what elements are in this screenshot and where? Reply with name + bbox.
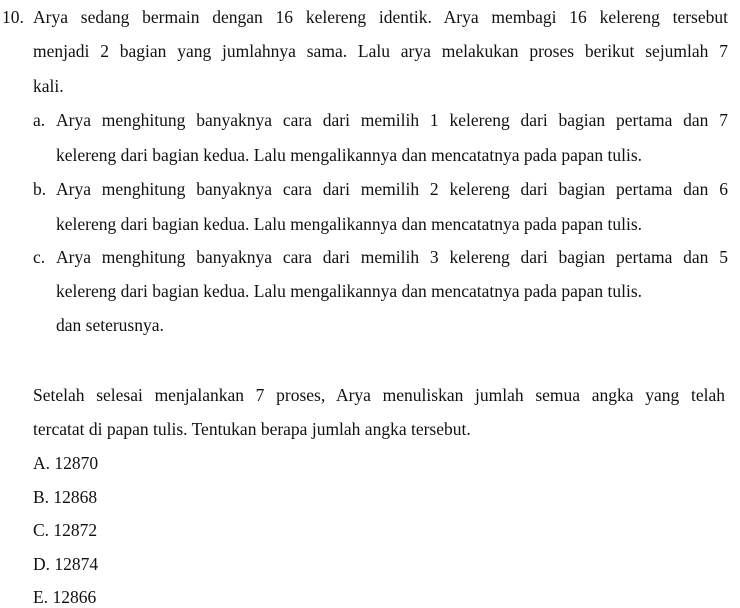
step-c-line-3: dan seterusnya.: [56, 315, 164, 335]
step-c-marker: c.: [33, 247, 46, 267]
step-a-marker: a.: [33, 110, 46, 130]
question-number: 10.: [2, 7, 24, 27]
option-e[interactable]: E. 12866: [33, 587, 97, 607]
step-b-line-1: Arya menghitung banyaknya cara dari memilih 2 kelereng dari bagian pertama dan 6: [56, 179, 728, 199]
step-b-line-2: kelereng dari bagian kedua. Lalu mengalikannya dan mencatatnya pada papan tulis.: [56, 214, 643, 234]
option-d[interactable]: D. 12874: [33, 554, 99, 574]
closing-line-1: Setelah selesai menjalankan 7 proses, Arya menuliskan jumlah semua angka yang telah: [33, 385, 725, 405]
step-a-line-2: kelereng dari bagian kedua. Lalu mengalikannya dan mencatatnya pada papan tulis.: [56, 145, 643, 165]
question-stem-line-1: Arya sedang bermain dengan 16 kelereng identik. Arya membagi 16 kelereng tersebut: [33, 7, 728, 27]
closing-line-2: tercatat di papan tulis. Tentukan berapa jumlah angka tersebut.: [33, 419, 471, 439]
step-c-line-1: Arya menghitung banyaknya cara dari memilih 3 kelereng dari bagian pertama dan 5: [56, 247, 728, 267]
option-c[interactable]: C. 12872: [33, 520, 98, 540]
question-stem-line-2: menjadi 2 bagian yang jumlahnya sama. Lalu arya melakukan proses berikut sejumlah 7: [33, 41, 728, 61]
step-c-line-2: kelereng dari bagian kedua. Lalu mengalikannya dan mencatatnya pada papan tulis.: [56, 281, 643, 301]
step-b-marker: b.: [33, 179, 47, 199]
question-stem-line-3: kali.: [33, 76, 64, 96]
step-a-line-1: Arya menghitung banyaknya cara dari memilih 1 kelereng dari bagian pertama dan 7: [56, 110, 728, 130]
option-a[interactable]: A. 12870: [33, 453, 99, 473]
option-b[interactable]: B. 12868: [33, 487, 98, 507]
